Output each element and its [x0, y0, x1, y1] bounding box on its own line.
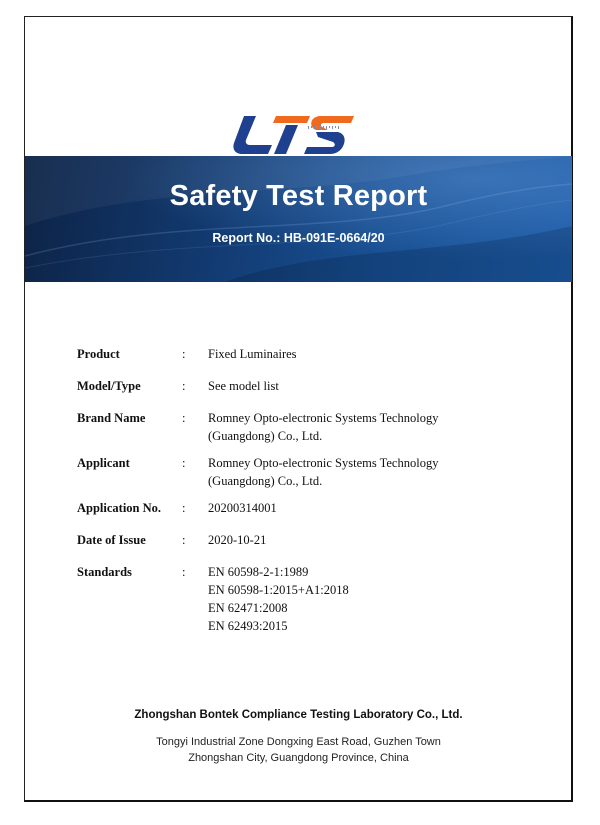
field-colon: : — [182, 379, 186, 393]
field-value — [208, 499, 517, 517]
report-fields — [77, 345, 517, 635]
field-value-line: Romney Opto-electronic Systems Technology — [208, 411, 439, 425]
report-title: Safety Test Report — [169, 180, 428, 212]
field-value-line: EN 62493:2015 — [208, 619, 288, 633]
field-label: Applicant — [77, 456, 130, 470]
field-value-line: EN 62471:2008 — [208, 601, 288, 615]
field-colon: : — [182, 347, 186, 361]
field-row — [77, 563, 517, 635]
field-value — [208, 531, 517, 549]
field-row — [77, 499, 517, 517]
lab-address — [25, 734, 572, 766]
field-label: Date of Issue — [77, 533, 146, 547]
field-row — [77, 345, 517, 363]
field-colon: : — [182, 456, 186, 470]
lts-logo — [232, 112, 356, 156]
field-colon: : — [182, 501, 186, 515]
field-value-line: 20200314001 — [208, 501, 277, 515]
field-value — [208, 454, 517, 490]
lab-name: Zhongshan Bontek Compliance Testing Laboratory Co., Ltd. — [134, 709, 463, 721]
field-row — [77, 531, 517, 549]
field-value-line: 2020-10-21 — [208, 533, 267, 547]
field-value-line: Romney Opto-electronic Systems Technology — [208, 456, 439, 470]
field-label: Product — [77, 347, 120, 361]
field-value — [208, 377, 517, 395]
field-value-line: (Guangdong) Co., Ltd. — [208, 429, 323, 443]
banner-wave-decoration — [25, 156, 572, 282]
field-label: Brand Name — [77, 411, 146, 425]
field-value-line: See model list — [208, 379, 279, 393]
field-row — [77, 454, 517, 490]
field-colon: : — [182, 533, 186, 547]
lab-address-line: Tongyi Industrial Zone Dongxing East Road, Guzhen Town — [156, 736, 441, 748]
field-value-line: EN 60598-2-1:1989 — [208, 565, 309, 579]
field-value-line: EN 60598-1:2015+A1:2018 — [208, 583, 349, 597]
field-value-line: Fixed Luminaires — [208, 347, 297, 361]
field-label: Model/Type — [77, 379, 141, 393]
field-row — [77, 409, 517, 445]
field-value-line: (Guangdong) Co., Ltd. — [208, 474, 323, 488]
field-value — [208, 563, 517, 635]
field-row — [77, 377, 517, 395]
lab-address-line: Zhongshan City, Guangdong Province, China — [188, 752, 409, 764]
title-banner — [25, 156, 572, 282]
field-value — [208, 345, 517, 363]
field-label: Application No. — [77, 501, 162, 515]
report-number: Report No.: HB-091E-0664/20 — [212, 231, 385, 245]
field-colon: : — [182, 565, 186, 579]
field-colon: : — [182, 411, 186, 425]
field-label: Standards — [77, 565, 132, 579]
field-value — [208, 409, 517, 445]
